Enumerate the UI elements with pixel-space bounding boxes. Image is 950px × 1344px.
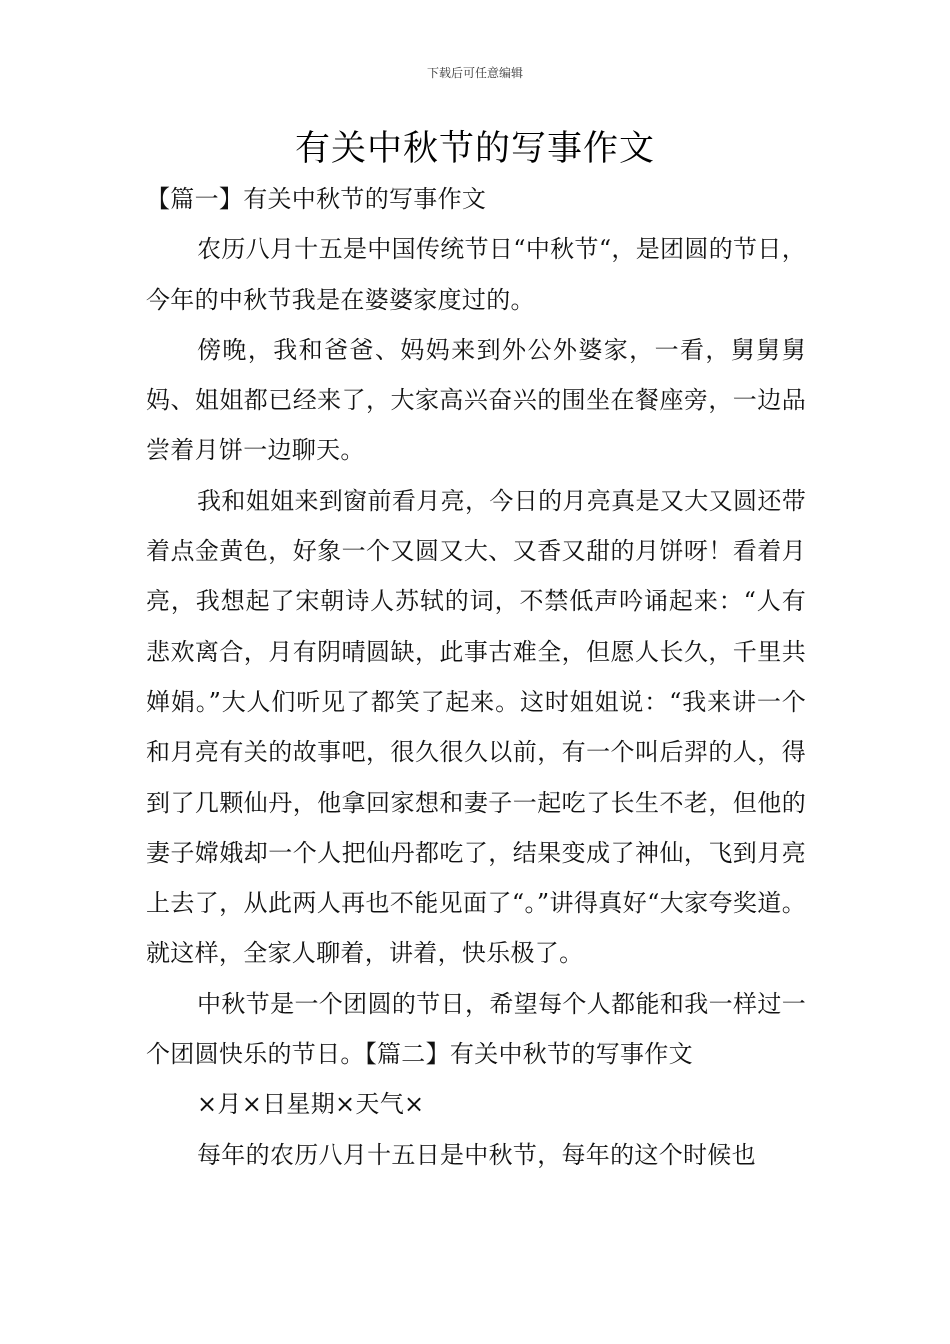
body-paragraph: 我和姐姐来到窗前看月亮，今日的月亮真是又大又圆还带着点金黄色，好象一个又圆又大、又香又甜的月饼呀！看着月亮，我想起了宋朝诗人苏轼的词，不禁低声吟诵起来：“人有悲欢离合，月有阴晴圆缺，此事古难全，但愿人长久，千里共婵娟。”大人们听见了都笑了起来。这时姐姐说：“我来讲一个和月亮有关的故事吧，很久很久以前，有一个叫后羿的人，得到了几颗仙丹，他拿回家想和妻子一起吃了长生不老，但他的妻子嫦娥却一个人把仙丹都吃了，结果变成了神仙，飞到月亮上去了，从此两人再也不能见面了“。”讲得真好“大家夸奖道。就这样，全家人聊着，讲着，快乐极了。 — [146, 486, 806, 968]
body-paragraph: 傍晚，我和爸爸、妈妈来到外公外婆家，一看，舅舅舅妈、姐姐都已经来了，大家高兴奋兴的围坐在餐座旁，一边品尝着月饼一边聊天。 — [146, 335, 806, 465]
body-paragraph: 每年的农历八月十五日是中秋节，每年的这个时候也 — [197, 1140, 756, 1169]
body-paragraph: 农历八月十五是中国传统节日“中秋节“，是团圆的节日，今年的中秋节我是在婆婆家度过的。 — [146, 235, 806, 314]
document-title: 有关中秋节的写事作文 — [294, 129, 655, 169]
section-heading: 【篇一】有关中秋节的写事作文 — [146, 185, 487, 213]
header-note: 下载后可任意编辑 — [426, 66, 523, 80]
body-paragraph: 中秋节是一个团圆的节日，希望每个人都能和我一样过一个团圆快乐的节日。【篇二】有关中秋节的写事作文 — [146, 989, 806, 1069]
document-body — [146, 174, 806, 1180]
body-paragraph: ×月×日星期×天气× — [197, 1090, 425, 1119]
